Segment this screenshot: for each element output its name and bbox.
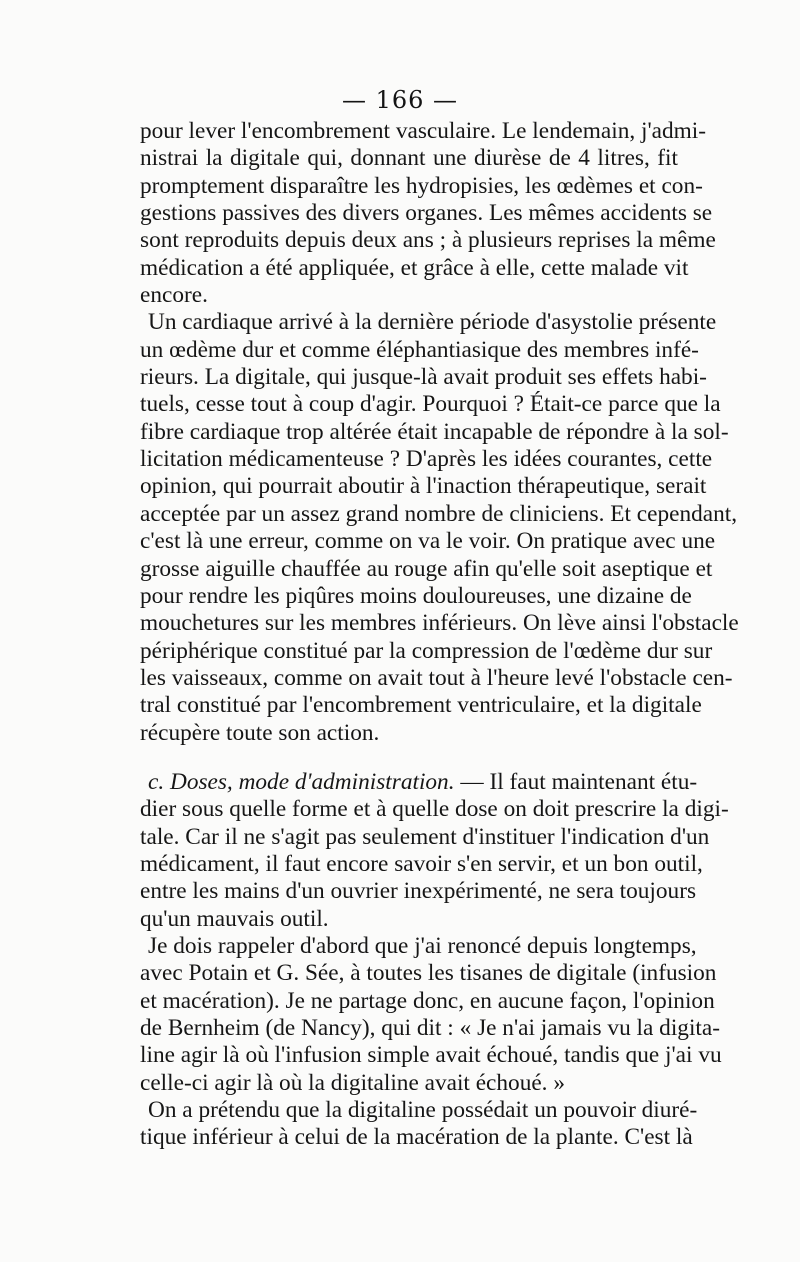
text-line: pour rendre les piqûres moins douloureuses, une dizaine de — [140, 582, 692, 609]
text-line: avec Potain et G. Sée, à toutes les tisanes de digitale (infusion — [140, 960, 717, 987]
text-line: tique inférieur à celui de la macération de la plante. C'est là — [140, 1124, 693, 1151]
section-gap — [140, 747, 678, 769]
paragraph-5 — [140, 1097, 698, 1152]
paragraph-4 — [140, 932, 722, 1097]
text-line: opinion, qui pourrait aboutir à l'inaction thérapeutique, serait — [140, 473, 707, 500]
text-line: grosse aiguille chauffée au rouge afin qu'elle soit aseptique et — [140, 555, 713, 582]
text-line: Un cardiaque arrivé à la dernière période d'asystolie présente — [148, 309, 717, 336]
text-line: de Bernheim (de Nancy), qui dit : « Je n'ai jamais vu la digita- — [140, 1015, 720, 1041]
section-heading: c. Doses, mode d'administration. — [148, 768, 455, 795]
text-line: c'est là une erreur, comme on va le voir. On pratique avec une — [140, 528, 716, 555]
text-line: un œdème dur et comme éléphantiasique des membres infé- — [140, 336, 699, 363]
text-line: entre les mains d'un ouvrier inexpérimenté, ne sera toujours — [140, 878, 697, 905]
page-number: — 166 — — [341, 86, 459, 114]
text-line: gestions passives des divers organes. Les mêmes accidents se — [140, 200, 713, 227]
text-line: On a prétendu que la digitaline possédait un pouvoir diuré- — [148, 1097, 698, 1124]
section-heading-line — [140, 768, 698, 796]
text-line: nistrai la digitale qui, donnant une diurèse de 4 litres, fit — [140, 145, 678, 172]
text-line: et macération). Je ne partage donc, en aucune façon, l'opinion — [140, 987, 715, 1014]
text-line: rieurs. La digitale, qui jusque-là avait produit ses effets habi- — [140, 364, 707, 391]
text-line: les vaisseaux, comme on avait tout à l'heure levé l'obstacle cen- — [140, 664, 733, 691]
text-line: promptement disparaître les hydropisies, les œdèmes et con- — [140, 172, 703, 199]
text-line: fibre cardiaque trop altérée était incapable de répondre à la sol- — [140, 418, 729, 445]
text-line: tral constitué par l'encombrement ventriculaire, et la digitale — [140, 692, 702, 719]
text-line: acceptée par un assez grand nombre de cliniciens. Et cependant, — [140, 500, 738, 527]
paragraph-1 — [140, 118, 716, 309]
text-line: mouchetures sur les membres inférieurs. On lève ainsi l'obstacle — [140, 610, 739, 637]
text-line: récupère toute son action. — [140, 719, 380, 746]
text-line: sont reproduits depuis deux ans ; à plusieurs reprises la même — [140, 227, 716, 254]
paragraph-2 — [140, 309, 739, 747]
text-line: licitation médicamenteuse ? D'après les idées courantes, cette — [140, 446, 713, 473]
text-line: celle-ci agir là où la digitaline avait échoué. » — [140, 1069, 565, 1096]
section-heading-rest: — Il faut maintenant étu- — [454, 768, 698, 795]
text-line: pour lever l'encombrement vasculaire. Le lendemain, j'admi- — [140, 118, 706, 144]
section-c-paragraph — [140, 768, 729, 933]
text-line: encore. — [140, 282, 208, 309]
text-line: tale. Car il ne s'agit pas seulement d'instituer l'indication d'un — [140, 823, 710, 850]
text-line: qu'un mauvais outil. — [140, 905, 329, 932]
text-line: médicament, il faut encore savoir s'en servir, et un bon outil, — [140, 850, 703, 877]
text-line: médication a été appliquée, et grâce à elle, cette malade vit — [140, 254, 689, 281]
text-line: Je dois rappeler d'abord que j'ai renoncé depuis longtemps, — [148, 932, 697, 959]
text-line: périphérique constitué par la compression de l'œdème dur sur — [140, 637, 713, 664]
text-line: line agir là où l'infusion simple avait échoué, tandis que j'ai vu — [140, 1042, 722, 1069]
text-line: tuels, cesse tout à coup d'agir. Pourquoi ? Était-ce parce que la — [140, 391, 721, 418]
text-line: dier sous quelle forme et à quelle dose on doit prescrire la digi- — [140, 796, 729, 823]
body-text — [140, 118, 739, 1152]
